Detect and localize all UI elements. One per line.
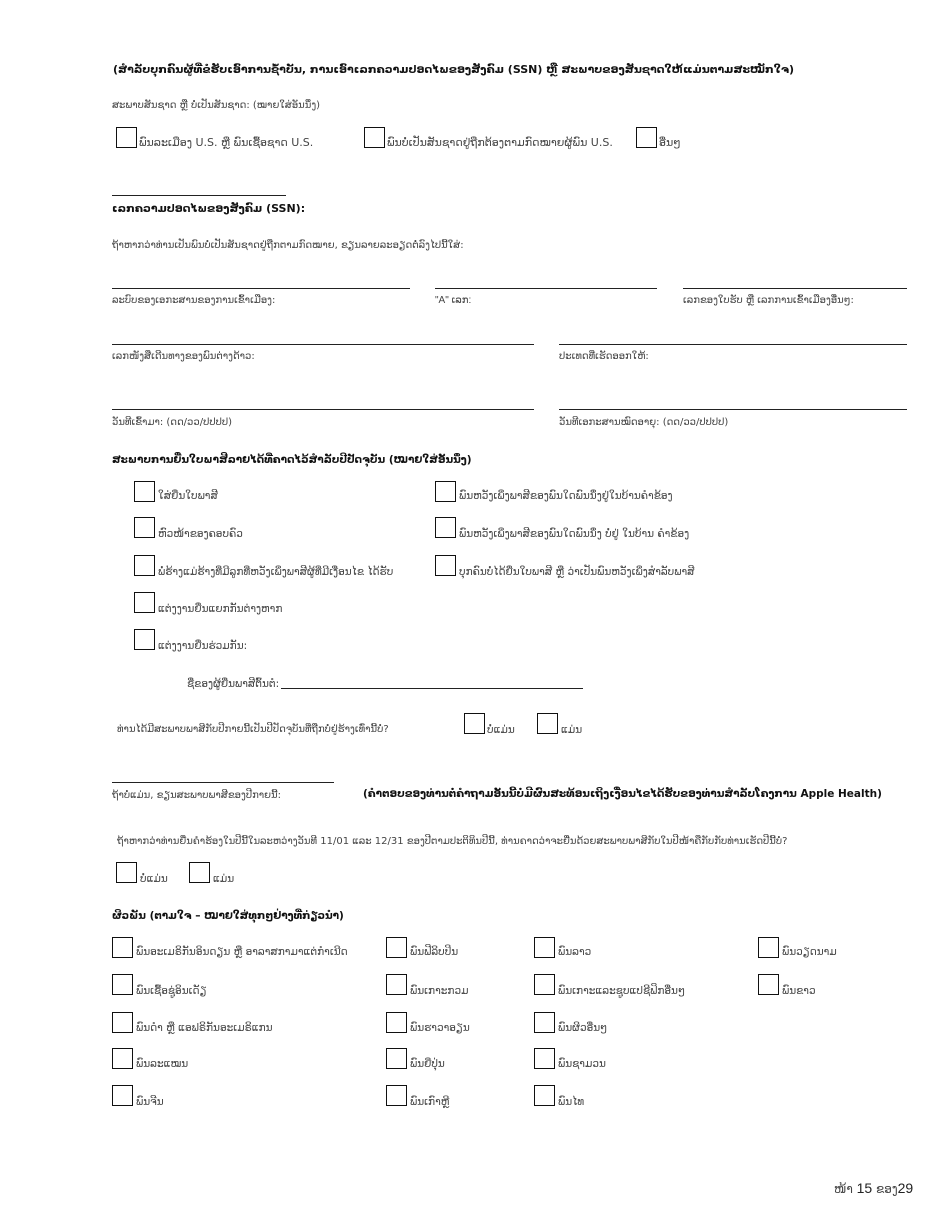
race-label: ພົນດໍາ ຫຼື ແອຟຣິກັນອະເມຣິແກນ xyxy=(136,1022,273,1034)
citizen-checkbox[interactable] xyxy=(116,127,137,148)
entry-date-label: ວັນທີເຂົ້າມາ: (ດດ/ວວ/ປປປປ) xyxy=(112,417,232,428)
tax-head-of-household-checkbox[interactable] xyxy=(134,517,155,538)
race-checkbox[interactable] xyxy=(386,1085,407,1106)
race-label: ພົນໄທ xyxy=(558,1096,585,1108)
same-status-no-label: ບໍ່ແມ່ນ xyxy=(487,724,515,736)
receipt-number-label: ເລກຂອງໃບຮັບ ຫຼື ເລກການເຂົ້າເມືອງອື່ນໆ: xyxy=(683,295,854,306)
race-checkbox[interactable] xyxy=(386,974,407,995)
race-label: ພົນຈີນ xyxy=(136,1096,164,1108)
entry-date-line[interactable] xyxy=(112,409,534,410)
same-status-question: ທ່ານໄດ້ມີສະພາບພາສີກັບປີກາຍນີ້ເປັນປີປັດຈຸບັນທີ່ຖືກບໍ່ຢູ່ຮ້າງເທົ່ານີ້ບໍ່? xyxy=(117,724,389,735)
filing-yes-label: ແມ່ນ xyxy=(213,873,235,885)
last-year-status-label: ຖ້າບໍ່ແມ່ນ, ຂຽນສະພາບພາສີຂອງປີກາຍນີ້: xyxy=(112,790,281,801)
race-checkbox[interactable] xyxy=(386,1012,407,1033)
race-label: ພົນຍີ່ປຸ່ນ xyxy=(410,1058,445,1070)
immigration-doc-type-label: ລະບົບຂອງເອກະສານຂອງການເຂົ້າເມືອງ: xyxy=(112,295,276,306)
race-checkbox[interactable] xyxy=(534,1048,555,1069)
a-number-label: "A" ເລກ: xyxy=(435,295,472,306)
citizenship-prompt: ສະພາບສັນຊາດ ຫຼື ບໍ່ເປັນສັນຊາດ: (ໝາຍໃສ່ອັນນຶ່ງ) xyxy=(112,100,321,111)
passport-number-label: ເລກໜັງສືເດີນທາງຂອງພົນຕ່າງດ້າວ: xyxy=(112,351,255,362)
page-total: 29 xyxy=(897,1180,914,1196)
tax-dependent-outside-household-checkbox[interactable] xyxy=(435,517,456,538)
receipt-number-line[interactable] xyxy=(683,288,907,289)
lawful-noncitizen-checkbox[interactable] xyxy=(364,127,385,148)
race-checkbox[interactable] xyxy=(758,937,779,958)
primary-filer-line[interactable] xyxy=(281,688,583,689)
tax-dependent-outside-household-label: ພົນຫວັງເພິ່ງພາສີຂອງພົນໃດພົນນຶ່ງ ບໍ່ຢູ່ ໃນບ້ານ ຄໍາຂ້ອງ xyxy=(459,528,690,540)
race-label: ພົນເກົາຫຼີ xyxy=(410,1096,450,1108)
race-checkbox[interactable] xyxy=(534,1085,555,1106)
race-label: ພົນລະແໝນ xyxy=(136,1058,189,1070)
race-label: ພົນຮາວາອຽນ xyxy=(410,1022,470,1034)
race-label: ພົນເກາະແລະຊູບແປຊີຟິກອື່ນໆ xyxy=(558,985,686,997)
race-label: ພົນເກາະກວມ xyxy=(410,985,469,997)
filing-period-question: ຖ້າຫາກວ່າທ່ານຍື່ນຄໍາຮ້ອງໃນປີນີ້ໃນລະຫວ່າງວັນທີ 11/01 ແລະ 12/31 ຂອງປີຕາມປະຕິທິນປີນີ້, ທ່ານຄາດວ່າຈະຍື່ນດ້ວຍສະພາບພາສີກັບໃນປີໜ້າຄືກັບກັບທ່ານເຮັດປີນີ້ບໍ່? xyxy=(117,836,788,847)
section-header: (ສໍາລັບບຸກຄົນຜູ້ທີ່ຂໍຮັບເອົາການຊ້ຳບັນ, ການເອົາເລກຄວາມປອດໄພຂອງສັງຄົມ (SSN) ຫຼື ສະພາບຂອງສັນຊາດໃຫ້ແມ່ນຕາມສະໝັກໃຈ) xyxy=(113,63,795,76)
filing-no-checkbox[interactable] xyxy=(116,862,137,883)
tax-head-of-household-label: ຫົວໜ້າຂອງຄອບຄົວ xyxy=(158,528,243,540)
race-checkbox[interactable] xyxy=(112,1085,133,1106)
race-label: ພົນຂາວ xyxy=(782,985,816,997)
issuing-country-label: ປະເທດທີ່ເຮັດອອກໃຫ້: xyxy=(559,351,649,362)
tax-single-checkbox[interactable] xyxy=(134,481,155,502)
ssn-instruction: ຖ້າຫາກວ່າທ່ານເປັນພົນບໍ່ເປັນສັນຊາດຢູ່ຖືກຕາມກົດໝາຍ, ຂຽນລາຍລະອຽດຕໍ່ລົງໄປນີ້ໃສ່: xyxy=(112,240,464,251)
race-checkbox[interactable] xyxy=(386,937,407,958)
race-checkbox[interactable] xyxy=(758,974,779,995)
same-status-yes-label: ແມ່ນ xyxy=(561,724,583,736)
immigration-doc-type-line[interactable] xyxy=(112,288,410,289)
same-status-yes-checkbox[interactable] xyxy=(537,713,558,734)
race-checkbox[interactable] xyxy=(534,1012,555,1033)
race-checkbox[interactable] xyxy=(112,974,133,995)
last-year-status-line[interactable] xyxy=(112,782,334,783)
race-label: ພົນຟີລິບປິນ xyxy=(410,946,459,958)
a-number-line[interactable] xyxy=(435,288,657,289)
tax-married-jointly-checkbox[interactable] xyxy=(134,629,155,650)
tax-widow-checkbox[interactable] xyxy=(134,555,155,576)
tax-heading: ສະພາບການຍື່ນໃບພາສີລາຍໄດ້ທີ່ຄາດໄວ້ສໍາລັບປີປັດຈຸບັນ (ໝາຍໃສ່ອັນນຶ່ງ) xyxy=(112,454,472,466)
filing-yes-checkbox[interactable] xyxy=(189,862,210,883)
race-label: ພົນອະເມຣິກັນອິນດຽນ ຫຼື ອາລາສກາມາແຕ່ກໍາເນີດ xyxy=(136,946,348,958)
issuing-country-line[interactable] xyxy=(559,344,907,345)
filing-no-label: ບໍ່ແມ່ນ xyxy=(140,873,168,885)
tax-dependent-in-household-checkbox[interactable] xyxy=(435,481,456,502)
expiration-date-label: ວັນທີເອກະສານໝົດອາຍຸ: (ດດ/ວວ/ປປປປ) xyxy=(559,417,729,428)
tax-non-filer-checkbox[interactable] xyxy=(435,555,456,576)
race-checkbox[interactable] xyxy=(534,974,555,995)
primary-filer-label: ຊື່ຂອງຜູ້ຍື່ນພາສີຕົ້ນຕໍ: xyxy=(187,678,280,690)
passport-number-line[interactable] xyxy=(112,344,534,345)
lawful-noncitizen-label: ພົນບໍ່ເປັນສັນຊາດຢູ່ຖືກຕ້ອງຕາມກົດໝາຍຜູ້ພົນ U.S. xyxy=(387,136,613,149)
page-prefix: ໜ້າ xyxy=(834,1182,853,1196)
other-citizenship-label: ອື່ນໆ xyxy=(659,136,681,149)
race-checkbox[interactable] xyxy=(112,937,133,958)
tax-married-separately-label: ແຕ່ງງານຍື່ນແຍກກັນຕ່າງຫາກ xyxy=(158,603,283,615)
apple-health-note: (ຄໍາຕອບຂອງທ່ານຕໍ່ຄໍາຖາມອັນນີ້ບໍ່ມີຜົນສະທ້ອນເຖິງເງື່ອນໄຂໄດ້ຮັບຂອງທ່ານສໍາລັບໂຄງການ Apple Health) xyxy=(363,788,882,800)
tax-dependent-in-household-label: ພົນຫວັງເພິ່ງພາສີຂອງພົນໃດພົນນຶ່ງຢູ່ໃນບ້ານຄໍາຂ້ອງ xyxy=(459,490,673,502)
tax-widow-label: ພໍ່ຮ້າງແມ່ຮ້າງທີ່ມີລູກທີ່ຫວັງເພິ່ງພາສີຜູ້ທີ່ມີເງື່ອນໄຂ ໄດ້ຮັບ xyxy=(158,566,394,578)
expiration-date-line[interactable] xyxy=(559,409,907,410)
page-of: ຂອງ xyxy=(876,1182,898,1196)
race-checkbox[interactable] xyxy=(112,1048,133,1069)
page-number xyxy=(834,1180,913,1196)
race-label: ພົນວຽດນາມ xyxy=(782,946,837,958)
tax-married-separately-checkbox[interactable] xyxy=(134,592,155,613)
tax-single-label: ໃສ່ຍື່ນໃບພາສີ xyxy=(158,490,218,502)
other-citizenship-checkbox[interactable] xyxy=(636,127,657,148)
race-label: ພົນລາວ xyxy=(558,946,592,958)
ethnicity-heading: ຜິວພັນ (ຕາມໃຈ – ໝາຍໃສ່ທຸກໆຢ່າງທີ່ກ່ຽວນໍາ) xyxy=(112,910,344,922)
ssn-heading: ເລກຄວາມປອດໄພຂອງສັງຄົມ (SSN): xyxy=(112,202,306,215)
race-label: ພົນຊາມວນ xyxy=(558,1058,606,1070)
same-status-no-checkbox[interactable] xyxy=(464,713,485,734)
page-current: 15 xyxy=(856,1180,873,1196)
race-label: ພົນເຊື້ອຊູ່ອິນເດັຽ xyxy=(136,985,207,997)
tax-married-jointly-label: ແຕ່ງງານຍື່ນຮ່ວມກັນ: xyxy=(158,640,248,652)
race-label: ພົນຜິວອື່ນໆ xyxy=(558,1022,608,1034)
race-checkbox[interactable] xyxy=(112,1012,133,1033)
tax-non-filer-label: ບຸກຄົນບໍ່ໄດ້ຍື່ນໃບພາສີ ຫຼື ວ່າເປັນພົນຫວັງເພິ່ງສໍາລັບພາສີ xyxy=(459,566,695,578)
ssn-input-line[interactable] xyxy=(112,195,286,196)
race-checkbox[interactable] xyxy=(386,1048,407,1069)
race-checkbox[interactable] xyxy=(534,937,555,958)
citizen-label: ພົນລະເມືອງ U.S. ຫຼື ພົນເຊື້ອຊາດ U.S. xyxy=(139,136,314,149)
